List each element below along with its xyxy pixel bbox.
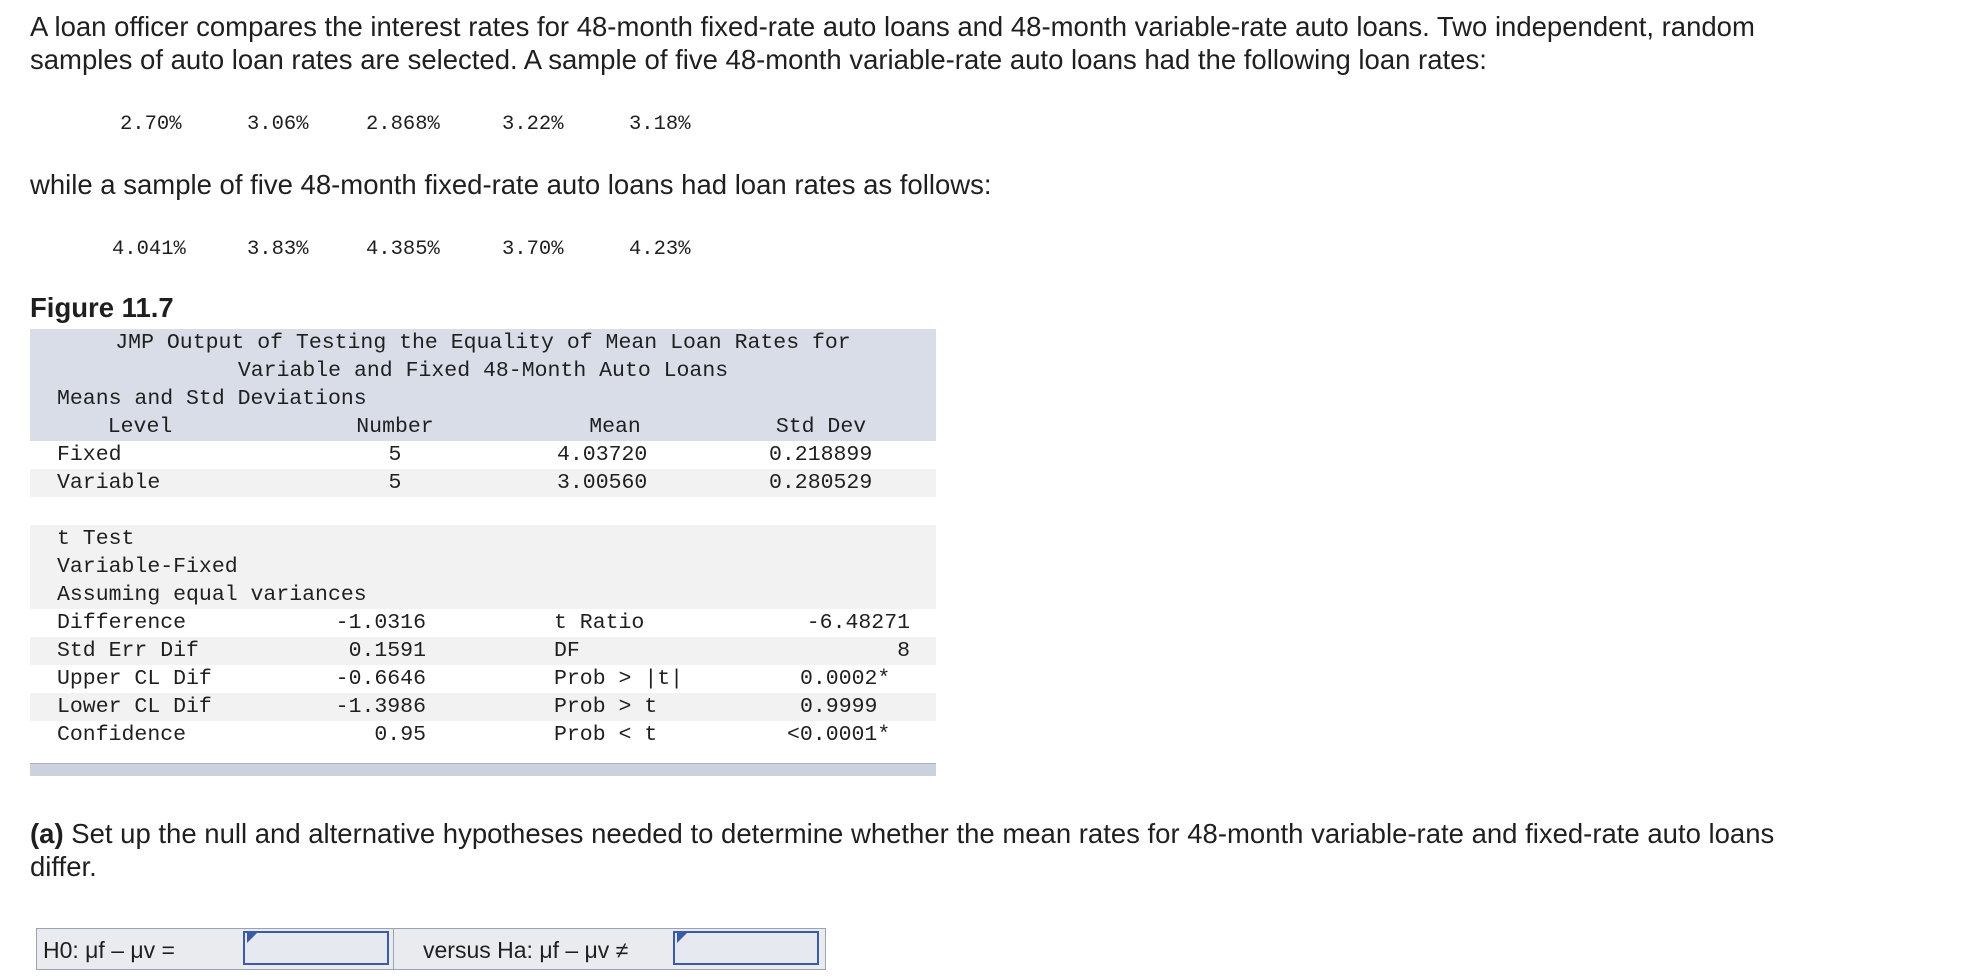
- header-mean: Mean: [589, 415, 641, 439]
- stat-value: -1.3986: [335, 695, 426, 719]
- fixed-rate: 4.385%: [366, 238, 440, 261]
- ha-label: versus Ha: μf – μv ≠: [423, 937, 629, 963]
- stat-value: 0.95: [374, 723, 426, 747]
- ttest-assumption: Assuming equal variances: [57, 583, 367, 607]
- ttest-title: t Test: [57, 527, 135, 551]
- part-a-question: [30, 817, 1790, 883]
- stat-value: 0.9999: [800, 695, 878, 719]
- mean-cell: 4.03720: [557, 443, 648, 467]
- stat-label: DF: [554, 639, 580, 663]
- stat-label: Lower CL Dif: [57, 695, 212, 719]
- header-std-dev: Std Dev: [775, 415, 867, 439]
- stat-value: 0.1591: [348, 639, 426, 663]
- variable-rate: 3.06%: [247, 113, 309, 136]
- stat-value: -1.0316: [335, 611, 426, 635]
- stat-label: Prob > |t|: [554, 667, 684, 691]
- part-a-label: (a): [30, 818, 64, 849]
- std-dev-cell: 0.280529: [769, 471, 873, 495]
- means-section-title: Means and Std Deviations: [57, 387, 367, 411]
- input-marker-icon: [677, 933, 687, 943]
- fixed-rates-list: [0, 238, 760, 268]
- jmp-output-table: [30, 329, 936, 776]
- stat-label: t Ratio: [554, 611, 645, 635]
- stat-value: <0.0001*: [787, 723, 891, 747]
- header-number: Number: [356, 415, 434, 439]
- h0-value-input[interactable]: [243, 931, 389, 965]
- figure-label: Figure 11.7: [30, 292, 174, 323]
- stat-label: Prob > t: [554, 695, 658, 719]
- level-cell: Variable: [57, 471, 161, 495]
- fixed-rate: 3.83%: [247, 238, 309, 261]
- intro-paragraph: A loan officer compares the interest rates for 48-month fixed-rate auto loans and 48-month variable-rate auto loans. Two independent, random samples of auto loan rates are selected. A sample of five 48-month variable-rate auto loans had the following loan rates:: [30, 11, 1755, 75]
- variable-rates-list: [0, 113, 760, 143]
- ttest-subtitle: Variable-Fixed: [57, 555, 238, 579]
- number-cell: 5: [388, 443, 402, 467]
- stat-value: 8: [897, 639, 910, 663]
- header-level: Level: [107, 415, 173, 439]
- variable-rate: 2.70%: [120, 113, 182, 136]
- stat-value: -6.48271: [806, 611, 910, 635]
- variable-rate: 3.22%: [502, 113, 564, 136]
- level-cell: Fixed: [57, 443, 122, 467]
- stat-value: -0.6646: [335, 667, 426, 691]
- variable-rate: 2.868%: [366, 113, 440, 136]
- part-a-text: Set up the null and alternative hypotheses needed to determine whether the mean rates for 48-month variable-rate and fixed-rate auto loans differ.: [30, 818, 1775, 882]
- row-stripe: [30, 525, 936, 553]
- fixed-rate: 4.23%: [629, 238, 691, 261]
- divider: [393, 929, 394, 969]
- h0-label: H0: μf – μv =: [43, 937, 175, 963]
- variable-rate: 3.18%: [629, 113, 691, 136]
- std-dev-cell: 0.218899: [769, 443, 873, 467]
- hypotheses-answer-row: [36, 928, 826, 970]
- fixed-rate: 4.041%: [112, 238, 186, 261]
- number-cell: 5: [388, 471, 402, 495]
- ha-value-input[interactable]: [673, 931, 819, 965]
- jmp-title-line2: Variable and Fixed 48-Month Auto Loans: [237, 359, 729, 383]
- stat-label: Upper CL Dif: [57, 667, 212, 691]
- stat-label: Confidence: [57, 723, 187, 747]
- fixed-rate: 3.70%: [502, 238, 564, 261]
- stat-value: 0.0002*: [800, 667, 891, 691]
- middle-paragraph: while a sample of five 48-month fixed-rate auto loans had loan rates as follows:: [30, 169, 992, 200]
- stat-label: Difference: [57, 611, 187, 635]
- jmp-title-line1: JMP Output of Testing the Equality of Mean Loan Rates for: [115, 331, 851, 355]
- stat-label: Prob < t: [554, 723, 658, 747]
- stat-label: Std Err Dif: [57, 639, 199, 663]
- input-marker-icon: [247, 933, 257, 943]
- table-bottom-bar: [30, 763, 936, 776]
- mean-cell: 3.00560: [557, 471, 648, 495]
